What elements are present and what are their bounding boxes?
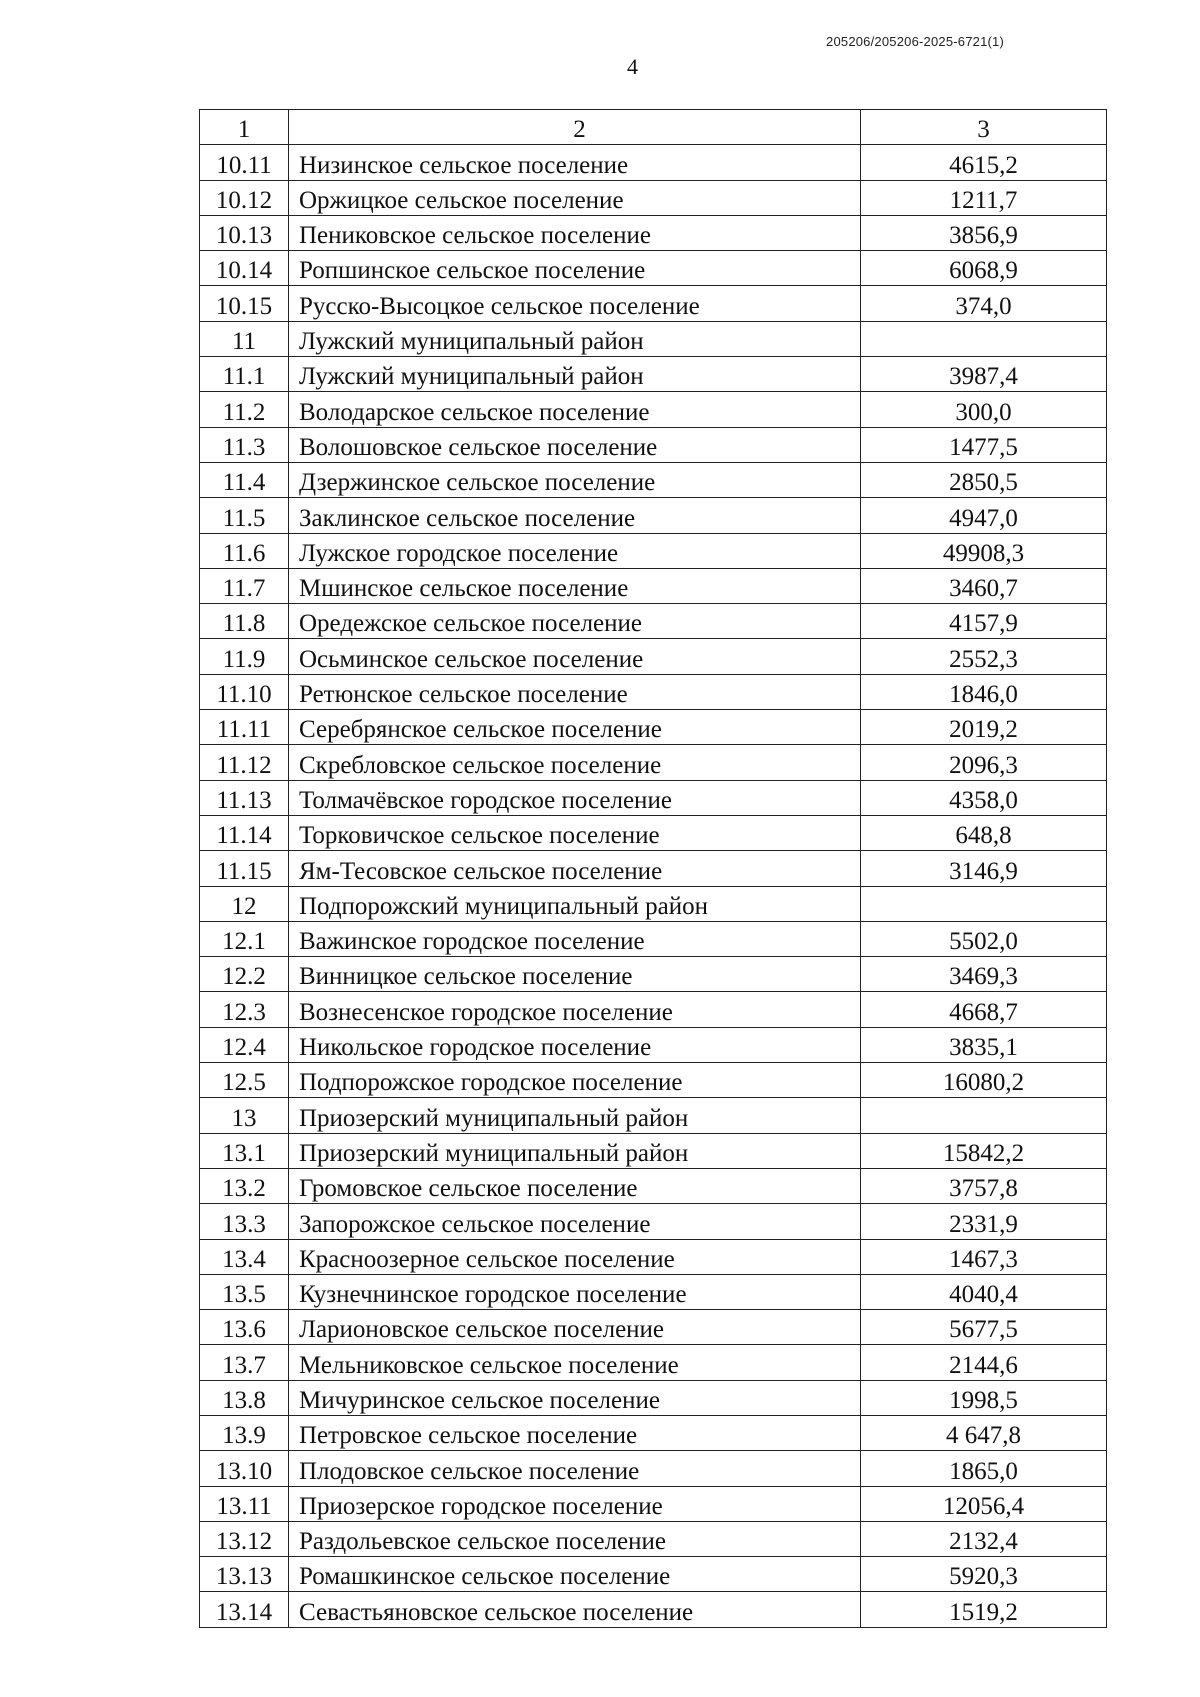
row-number-cell: 13.12 [200, 1521, 289, 1556]
table-row [200, 321, 1107, 356]
row-number-cell: 11.2 [200, 392, 289, 427]
row-number-cell: 11.9 [200, 639, 289, 674]
row-number-cell: 11.1 [200, 357, 289, 392]
amount-cell [861, 1098, 1107, 1133]
municipality-name-cell: Оржицкое сельское поселение [289, 180, 861, 215]
table-row [200, 815, 1107, 850]
municipality-name-cell: Приозерский муниципальный район [289, 1133, 861, 1168]
row-number-cell: 13.13 [200, 1557, 289, 1592]
table-row [200, 357, 1107, 392]
row-number-cell: 12.2 [200, 957, 289, 992]
amount-cell: 3856,9 [861, 215, 1107, 250]
row-number-cell: 13.3 [200, 1204, 289, 1239]
amount-cell [861, 321, 1107, 356]
municipality-name-cell: Серебрянское сельское поселение [289, 710, 861, 745]
municipality-name-cell: Володарское сельское поселение [289, 392, 861, 427]
table-row [200, 1310, 1107, 1345]
amount-cell: 3469,3 [861, 957, 1107, 992]
municipality-name-cell: Ям-Тесовское сельское поселение [289, 851, 861, 886]
amount-cell: 3835,1 [861, 1027, 1107, 1062]
row-number-cell: 12 [200, 886, 289, 921]
amount-cell: 4040,4 [861, 1274, 1107, 1309]
allocation-table-container [199, 109, 1093, 1628]
table-row [200, 1204, 1107, 1239]
row-number-cell: 11.6 [200, 533, 289, 568]
amount-cell: 49908,3 [861, 533, 1107, 568]
row-number-cell: 13.6 [200, 1310, 289, 1345]
row-number-cell: 10.15 [200, 286, 289, 321]
municipality-name-cell: Волошовское сельское поселение [289, 427, 861, 462]
table-row [200, 851, 1107, 886]
amount-cell: 4157,9 [861, 604, 1107, 639]
table-row [200, 1133, 1107, 1168]
table-row [200, 462, 1107, 497]
table-row [200, 957, 1107, 992]
table-row [200, 180, 1107, 215]
table-row [200, 780, 1107, 815]
municipality-name-cell: Важинское городское поселение [289, 921, 861, 956]
row-number-cell: 13.11 [200, 1486, 289, 1521]
row-number-cell: 11.8 [200, 604, 289, 639]
row-number-cell: 13 [200, 1098, 289, 1133]
table-row [200, 674, 1107, 709]
municipality-name-cell: Лужский муниципальный район [289, 321, 861, 356]
table-row [200, 286, 1107, 321]
municipality-name-cell: Ларионовское сельское поселение [289, 1310, 861, 1345]
amount-cell: 15842,2 [861, 1133, 1107, 1168]
municipality-name-cell: Ромашкинское сельское поселение [289, 1557, 861, 1592]
municipality-name-cell: Дзержинское сельское поселение [289, 462, 861, 497]
amount-cell: 1467,3 [861, 1239, 1107, 1274]
municipality-name-cell: Раздольевское сельское поселение [289, 1521, 861, 1556]
row-number-cell: 12.4 [200, 1027, 289, 1062]
row-number-cell: 11.13 [200, 780, 289, 815]
table-row [200, 921, 1107, 956]
row-number-cell: 13.4 [200, 1239, 289, 1274]
row-number-cell: 11 [200, 321, 289, 356]
amount-cell: 300,0 [861, 392, 1107, 427]
row-number-cell: 12.3 [200, 992, 289, 1027]
row-number-cell: 13.1 [200, 1133, 289, 1168]
table-row [200, 1415, 1107, 1450]
amount-cell: 16080,2 [861, 1063, 1107, 1098]
amount-cell: 2019,2 [861, 710, 1107, 745]
row-number-cell: 10.14 [200, 251, 289, 286]
row-number-cell: 12.5 [200, 1063, 289, 1098]
table-row [200, 1027, 1107, 1062]
table-row [200, 1451, 1107, 1486]
row-number-cell: 11.15 [200, 851, 289, 886]
table-body [200, 110, 1107, 1628]
column-header-number: 1 [200, 110, 289, 145]
municipality-name-cell: Мшинское сельское поселение [289, 568, 861, 603]
amount-cell: 3987,4 [861, 357, 1107, 392]
row-number-cell: 13.8 [200, 1380, 289, 1415]
page-number: 4 [627, 54, 638, 79]
table-row [200, 1345, 1107, 1380]
row-number-cell: 11.10 [200, 674, 289, 709]
amount-cell: 4 647,8 [861, 1415, 1107, 1450]
amount-cell: 3146,9 [861, 851, 1107, 886]
row-number-cell: 12.1 [200, 921, 289, 956]
table-row [200, 992, 1107, 1027]
amount-cell: 374,0 [861, 286, 1107, 321]
table-row [200, 604, 1107, 639]
municipality-name-cell: Мичуринское сельское поселение [289, 1380, 861, 1415]
amount-cell: 2144,6 [861, 1345, 1107, 1380]
table-row [200, 710, 1107, 745]
amount-cell: 1846,0 [861, 674, 1107, 709]
municipality-name-cell: Вознесенское городское поселение [289, 992, 861, 1027]
table-row [200, 568, 1107, 603]
row-number-cell: 11.11 [200, 710, 289, 745]
table-row [200, 1098, 1107, 1133]
row-number-cell: 10.11 [200, 145, 289, 180]
municipality-name-cell: Мельниковское сельское поселение [289, 1345, 861, 1380]
amount-cell: 1519,2 [861, 1592, 1107, 1627]
row-number-cell: 11.14 [200, 815, 289, 850]
municipality-name-cell: Приозерское городское поселение [289, 1486, 861, 1521]
municipality-name-cell: Оредежское сельское поселение [289, 604, 861, 639]
row-number-cell: 11.7 [200, 568, 289, 603]
row-number-cell: 11.5 [200, 498, 289, 533]
municipality-name-cell: Толмачёвское городское поселение [289, 780, 861, 815]
amount-cell: 3757,8 [861, 1168, 1107, 1203]
row-number-cell: 10.13 [200, 215, 289, 250]
table-row [200, 215, 1107, 250]
municipality-name-cell: Русско-Высоцкое сельское поселение [289, 286, 861, 321]
row-number-cell: 13.2 [200, 1168, 289, 1203]
amount-cell: 1477,5 [861, 427, 1107, 462]
amount-cell: 3460,7 [861, 568, 1107, 603]
amount-cell: 2331,9 [861, 1204, 1107, 1239]
amount-cell: 5677,5 [861, 1310, 1107, 1345]
amount-cell: 2096,3 [861, 745, 1107, 780]
row-number-cell: 13.7 [200, 1345, 289, 1380]
table-row [200, 1380, 1107, 1415]
municipality-name-cell: Торковичское сельское поселение [289, 815, 861, 850]
document-reference-number: 205206/205206-2025-6721(1) [826, 34, 1004, 49]
municipality-name-cell: Подпорожское городское поселение [289, 1063, 861, 1098]
amount-cell: 4668,7 [861, 992, 1107, 1027]
amount-cell [861, 886, 1107, 921]
municipality-name-cell: Громовское сельское поселение [289, 1168, 861, 1203]
table-row [200, 639, 1107, 674]
table-row [200, 1239, 1107, 1274]
municipality-name-cell: Ретюнское сельское поселение [289, 674, 861, 709]
municipality-name-cell: Лужский муниципальный район [289, 357, 861, 392]
municipality-name-cell: Приозерский муниципальный район [289, 1098, 861, 1133]
municipality-name-cell: Винницкое сельское поселение [289, 957, 861, 992]
amount-cell: 1998,5 [861, 1380, 1107, 1415]
municipality-name-cell: Осьминское сельское поселение [289, 639, 861, 674]
amount-cell: 4358,0 [861, 780, 1107, 815]
table-row [200, 498, 1107, 533]
amount-cell: 1865,0 [861, 1451, 1107, 1486]
table-row [200, 1063, 1107, 1098]
municipality-name-cell: Подпорожский муниципальный район [289, 886, 861, 921]
municipality-name-cell: Скребловское сельское поселение [289, 745, 861, 780]
table-row [200, 392, 1107, 427]
row-number-cell: 11.4 [200, 462, 289, 497]
municipality-name-cell: Лужское городское поселение [289, 533, 861, 568]
table-row [200, 1557, 1107, 1592]
table-row [200, 745, 1107, 780]
municipality-name-cell: Запорожское сельское поселение [289, 1204, 861, 1239]
table-row [200, 533, 1107, 568]
table-row [200, 427, 1107, 462]
amount-cell: 2552,3 [861, 639, 1107, 674]
amount-cell: 1211,7 [861, 180, 1107, 215]
row-number-cell: 13.10 [200, 1451, 289, 1486]
municipality-name-cell: Плодовское сельское поселение [289, 1451, 861, 1486]
row-number-cell: 13.9 [200, 1415, 289, 1450]
municipality-name-cell: Пениковское сельское поселение [289, 215, 861, 250]
amount-cell: 5502,0 [861, 921, 1107, 956]
table-row [200, 1486, 1107, 1521]
column-header-value: 3 [861, 110, 1107, 145]
table-header-row [200, 110, 1107, 145]
allocation-table [199, 109, 1107, 1628]
municipality-name-cell: Красноозерное сельское поселение [289, 1239, 861, 1274]
amount-cell: 4615,2 [861, 145, 1107, 180]
amount-cell: 2850,5 [861, 462, 1107, 497]
table-row [200, 1521, 1107, 1556]
municipality-name-cell: Петровское сельское поселение [289, 1415, 861, 1450]
municipality-name-cell: Ропшинское сельское поселение [289, 251, 861, 286]
municipality-name-cell: Заклинское сельское поселение [289, 498, 861, 533]
table-row [200, 145, 1107, 180]
municipality-name-cell: Севастьяновское сельское поселение [289, 1592, 861, 1627]
amount-cell: 2132,4 [861, 1521, 1107, 1556]
amount-cell: 4947,0 [861, 498, 1107, 533]
row-number-cell: 11.12 [200, 745, 289, 780]
column-header-name: 2 [289, 110, 861, 145]
table-row [200, 886, 1107, 921]
municipality-name-cell: Низинское сельское поселение [289, 145, 861, 180]
amount-cell: 6068,9 [861, 251, 1107, 286]
table-row [200, 1168, 1107, 1203]
amount-cell: 12056,4 [861, 1486, 1107, 1521]
amount-cell: 648,8 [861, 815, 1107, 850]
amount-cell: 5920,3 [861, 1557, 1107, 1592]
table-row [200, 1592, 1107, 1627]
municipality-name-cell: Кузнечнинское городское поселение [289, 1274, 861, 1309]
table-row [200, 1274, 1107, 1309]
row-number-cell: 10.12 [200, 180, 289, 215]
table-row [200, 251, 1107, 286]
row-number-cell: 13.5 [200, 1274, 289, 1309]
row-number-cell: 13.14 [200, 1592, 289, 1627]
row-number-cell: 11.3 [200, 427, 289, 462]
municipality-name-cell: Никольское городское поселение [289, 1027, 861, 1062]
